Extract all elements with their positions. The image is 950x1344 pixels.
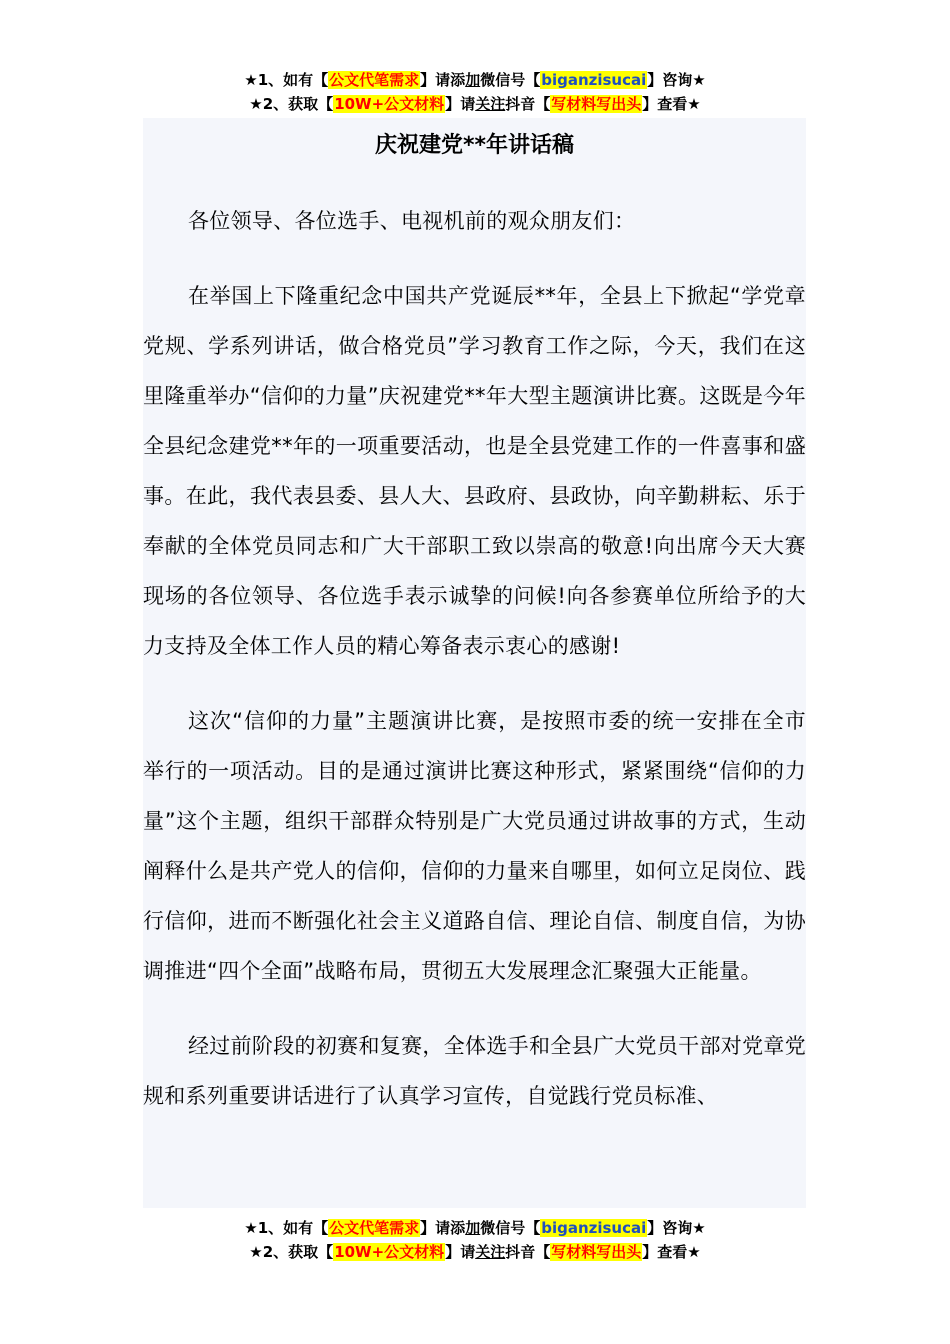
promo-highlight: 10W+公文材料 (334, 1243, 445, 1261)
document-page (143, 118, 806, 1208)
paragraph: 在举国上下隆重纪念中国共产党诞辰**年，全县上下掀起“学党章党规、学系列讲话，做合格党员”学习教育工作之际，今天，我们在这里隆重举办“信仰的力量”庆祝建党**年大型主题演讲比赛。这既是今年全县纪念建党**年的一项重要活动，也是全县党建工作的一件喜事和盛事。在此，我代表县委、县人大、县政府、县政协，向辛勤耕耘、乐于奉献的全体党员同志和广大干部职工致以崇高的敬意!向出席今天大赛现场的各位领导、各位选手表示诚挚的问候!向各参赛单位所给予的大力支持及全体工作人员的精心筹备表示衷心的感谢! (143, 284, 806, 658)
promo-line-1: ★1、如有【公文代笔需求】请添加微信号【biganzisucai】咨询★ (244, 1219, 706, 1237)
douyin-account: 写材料写出头 (551, 95, 642, 113)
wechat-id: biganzisucai (541, 1219, 647, 1237)
greeting: 各位领导、各位选手、电视机前的观众朋友们： (188, 209, 636, 233)
promo-line-1: ★1、如有【公文代笔需求】请添加微信号【biganzisucai】咨询★ (244, 71, 706, 89)
promo-line-2: ★2、获取【10W+公文材料】请关注抖音【写材料写出头】查看★ (249, 95, 701, 113)
document-title: 庆祝建党**年讲话稿 (374, 133, 574, 158)
promo-line-2: ★2、获取【10W+公文材料】请关注抖音【写材料写出头】查看★ (249, 1243, 701, 1261)
douyin-account: 写材料写出头 (551, 1243, 642, 1261)
paragraph: 经过前阶段的初赛和复赛，全体选手和全县广大党员干部对党章党规和系列重要讲话进行了认真学习宣传，自觉践行党员标准、 (143, 1034, 806, 1108)
wechat-id: biganzisucai (541, 71, 647, 89)
promo-banner-bottom (0, 1216, 950, 1264)
promo-highlight: 公文代笔需求 (329, 71, 420, 89)
promo-highlight: 10W+公文材料 (334, 95, 445, 113)
document-body (143, 196, 806, 1146)
promo-banner-top (0, 68, 950, 116)
paragraph: 这次“信仰的力量”主题演讲比赛，是按照市委的统一安排在全市举行的一项活动。目的是通过演讲比赛这种形式，紧紧围绕“信仰的力量”这个主题，组织干部群众特别是广大党员通过讲故事的方式，生动阐释什么是共产党人的信仰，信仰的力量来自哪里，如何立足岗位、践行信仰，进而不断强化社会主义道路自信、理论自信、制度自信，为协调推进“四个全面”战略布局，贯彻五大发展理念汇聚强大正能量。 (143, 709, 806, 983)
promo-highlight: 公文代笔需求 (329, 1219, 420, 1237)
